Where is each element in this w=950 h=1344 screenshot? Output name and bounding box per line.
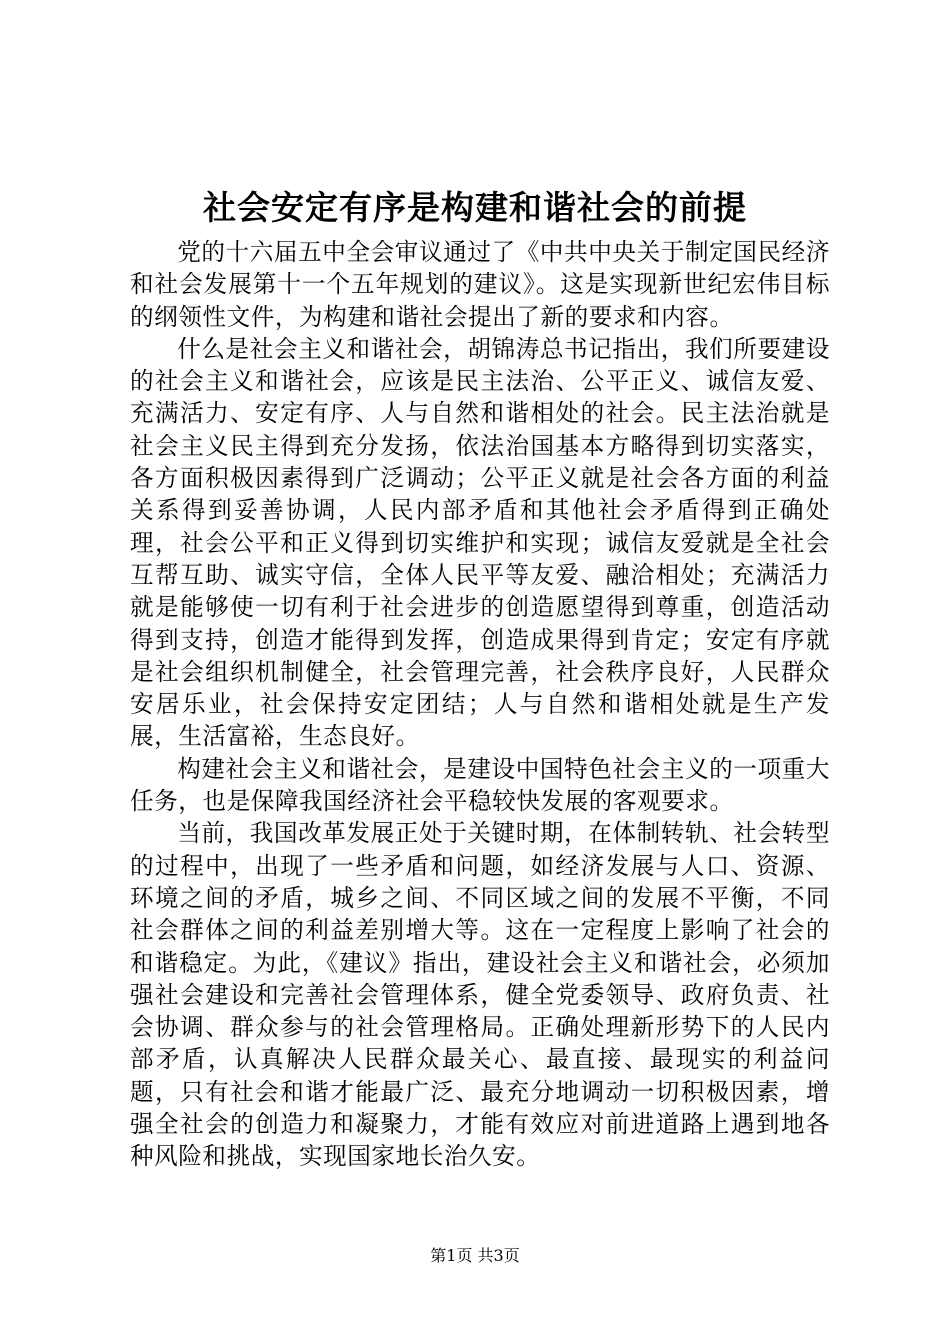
- paragraph: 当前，我国改革发展正处于关键时期，在体制转轨、社会转型的过程中，出现了一些矛盾和问题，如经济发展与人口、资源、环境之间的矛盾，城乡之间、不同区域之间的发展不平衡，不同社会群体之间的利益差别增大等。这在一定程度上影响了社会的和谐稳定。为此，《建议》指出，建设社会主义和谐社会，必须加强社会建设和完善社会管理体系，健全党委领导、政府负责、社会协调、群众参与的社会管理格局。正确处理新形势下的人民内部矛盾，认真解决人民群众最关心、最直接、最现实的利益问题，只有社会和谐才能最广泛、最充分地调动一切积极因素，增强全社会的创造力和凝聚力，才能有效应对前进道路上遇到地各种风险和挑战，实现国家地长治久安。: [130, 819, 830, 1171]
- page-footer: 第1页 共3页: [430, 1246, 520, 1265]
- paragraph: 什么是社会主义和谐社会，胡锦涛总书记指出，我们所要建设的社会主义和谐社会，应该是民主法治、公平正义、诚信友爱、充满活力、安定有序、人与自然和谐相处的社会。民主法治就是社会主义民主得到充分发扬，依法治国基本方略得到切实落实，各方面积极因素得到广泛调动；公平正义就是社会各方面的利益关系得到妥善协调，人民内部矛盾和其他社会矛盾得到正确处理，社会公平和正义得到切实维护和实现；诚信友爱就是全社会互帮互助、诚实守信，全体人民平等友爱、融洽相处；充满活力就是能够使一切有利于社会进步的创造愿望得到尊重，创造活动得到支持，创造才能得到发挥，创造成果得到肯定；安定有序就是社会组织机制健全，社会管理完善，社会秩序良好，人民群众安居乐业，社会保持安定团结；人与自然和谐相处就是生产发展，生活富裕，生态良好。: [130, 334, 830, 751]
- document-title: 社会安定有序是构建和谐社会的前提: [203, 188, 747, 227]
- paragraph: 党的十六届五中全会审议通过了《中共中央关于制定国民经济和社会发展第十一个五年规划的建议》。这是实现新世纪宏伟目标的纲领性文件，为构建和谐社会提出了新的要求和内容。: [130, 238, 830, 331]
- paragraph: 构建社会主义和谐社会，是建设中国特色社会主义的一项重大任务，也是保障我国经济社会平稳较快发展的客观要求。: [130, 754, 830, 816]
- document-body: [130, 236, 830, 1173]
